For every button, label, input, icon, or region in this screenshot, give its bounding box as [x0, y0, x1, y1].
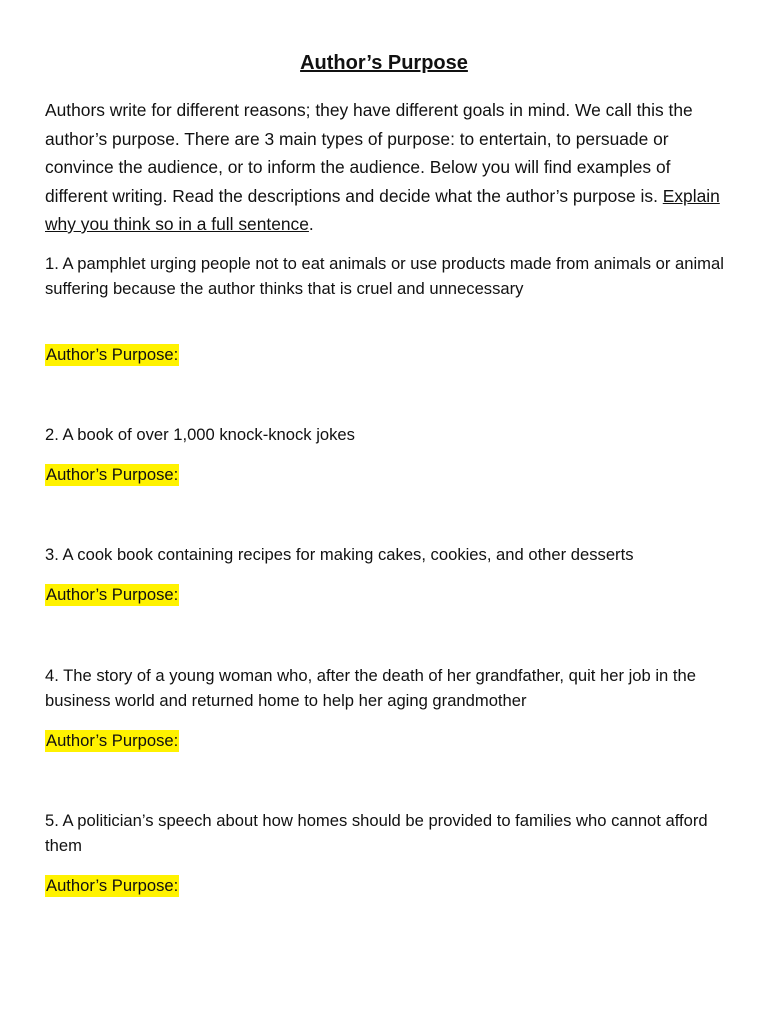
- answer-label-3: [45, 583, 179, 607]
- answer-label-5: [45, 874, 179, 898]
- question-4: 4. The story of a young woman who, after the death of her grandfather, quit her job in the business world and returned home to help her aging grandmother: [45, 666, 696, 710]
- answer-label-1: [45, 343, 179, 367]
- intro-text: Authors write for different reasons; they have different goals in mind. We call this the author’s purpose. There are 3 main types of purpose: to entertain, to persuade or convince the audience, or to inform the audience. Below you will find examples of different writing. Read the descriptions and decide what the author’s purpose is.: [45, 100, 693, 206]
- intro-underlined-instruction: Explain why you think so in a full sentence: [45, 185, 720, 234]
- answer-highlight-2: Author’s Purpose:: [46, 465, 179, 484]
- answer-highlight-4: Author’s Purpose:: [46, 731, 179, 750]
- question-3: 3. A cook book containing recipes for making cakes, cookies, and other desserts: [45, 545, 634, 564]
- page-title: Author’s Purpose: [300, 52, 468, 74]
- question-5: 5. A politician’s speech about how homes should be provided to families who cannot afford them: [45, 811, 708, 855]
- answer-label-4: [45, 729, 179, 753]
- answer-label-2: [45, 463, 179, 487]
- intro-paragraph: [45, 96, 735, 239]
- answer-highlight-3: Author’s Purpose:: [46, 585, 179, 604]
- question-1: 1. A pamphlet urging people not to eat animals or use products made from animals or animal suffering because the author thinks that is cruel and unnecessary: [45, 254, 724, 298]
- answer-highlight-5: Author’s Purpose:: [46, 876, 179, 895]
- answer-highlight-1: Author’s Purpose:: [46, 345, 179, 364]
- intro-end: .: [308, 214, 314, 234]
- question-2: 2. A book of over 1,000 knock-knock jokes: [45, 425, 355, 444]
